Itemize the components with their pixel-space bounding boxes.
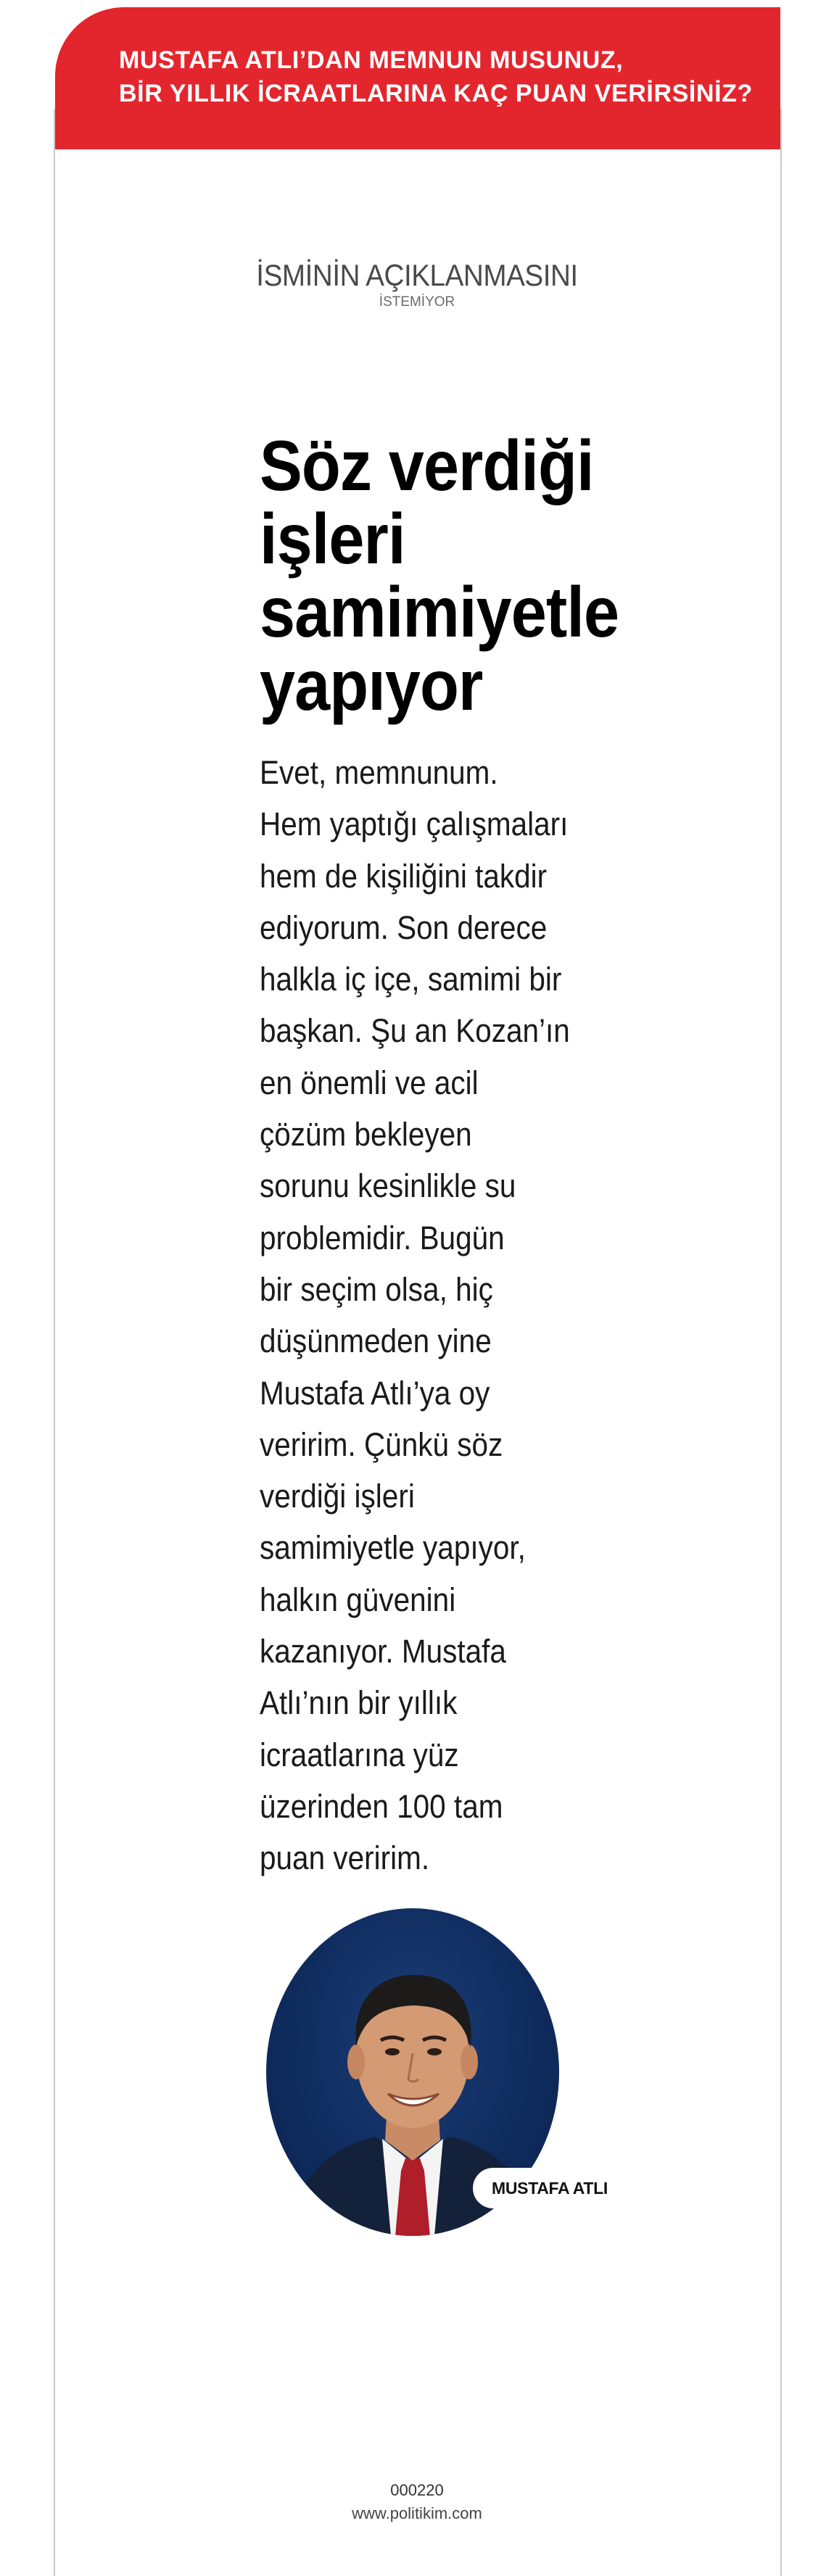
respondent-note: İSTEMİYOR	[379, 294, 455, 310]
body-line: hem de kişiliğini takdir	[260, 857, 548, 895]
headline-line: yapıyor	[260, 645, 483, 725]
answer-body	[260, 747, 625, 1884]
headline-line: işleri	[260, 499, 405, 579]
body-line: ediyorum. Son derece	[260, 908, 548, 946]
question-line-2: BİR YILLIK İCRAATLARINA KAÇ PUAN VERİRSİNİZ?	[119, 80, 753, 107]
portrait-caption: MUSTAFA ATLI	[473, 2168, 627, 2208]
body-line: halkla iç içe, samimi bir	[260, 961, 562, 998]
footer	[0, 2480, 834, 2526]
headline-line: samimiyetle	[260, 572, 619, 652]
body-line: üzerinden 100 tam	[260, 1787, 503, 1825]
body-line: düşünmeden yine	[260, 1322, 492, 1360]
question-banner	[55, 7, 780, 149]
respondent-info	[0, 257, 834, 311]
body-line: halkın güvenini	[260, 1581, 456, 1618]
body-line: puan veririm.	[260, 1839, 430, 1877]
body-line: samimiyetle yapıyor,	[260, 1529, 526, 1567]
headline-line: Söz verdiği	[260, 426, 594, 505]
body-line: Hem yaptığı çalışmaları	[260, 805, 569, 843]
body-line: veririm. Çünkü söz	[260, 1425, 503, 1463]
body-line: Atlı’nın bir yıllık	[260, 1684, 458, 1722]
body-line: verdiği işleri	[260, 1478, 415, 1515]
body-line: sorunu kesinlikle su	[260, 1167, 516, 1205]
body-line: icraatlarına yüz	[260, 1736, 459, 1773]
body-line: Mustafa Atlı’ya oy	[260, 1374, 490, 1412]
body-line: Evet, memnunum.	[260, 754, 498, 791]
body-line: çözüm bekleyen	[260, 1116, 472, 1154]
respondent-name: İSMİNİN AÇIKLANMASINI	[256, 258, 578, 292]
body-line: en önemli ve acil	[260, 1064, 479, 1101]
question-line-1: MUSTAFA ATLI’DAN MEMNUN MUSUNUZ,	[119, 46, 624, 74]
footer-website-link[interactable]: www.politikim.com	[352, 2504, 482, 2522]
footer-code: 000220	[390, 2481, 444, 2499]
body-line: bir seçim olsa, hiç	[260, 1270, 493, 1308]
body-line: başkan. Şu an Kozan’ın	[260, 1012, 570, 1050]
body-line: problemidir. Bugün	[260, 1219, 505, 1256]
headline	[260, 426, 651, 725]
body-line: kazanıyor. Mustafa	[260, 1633, 506, 1670]
